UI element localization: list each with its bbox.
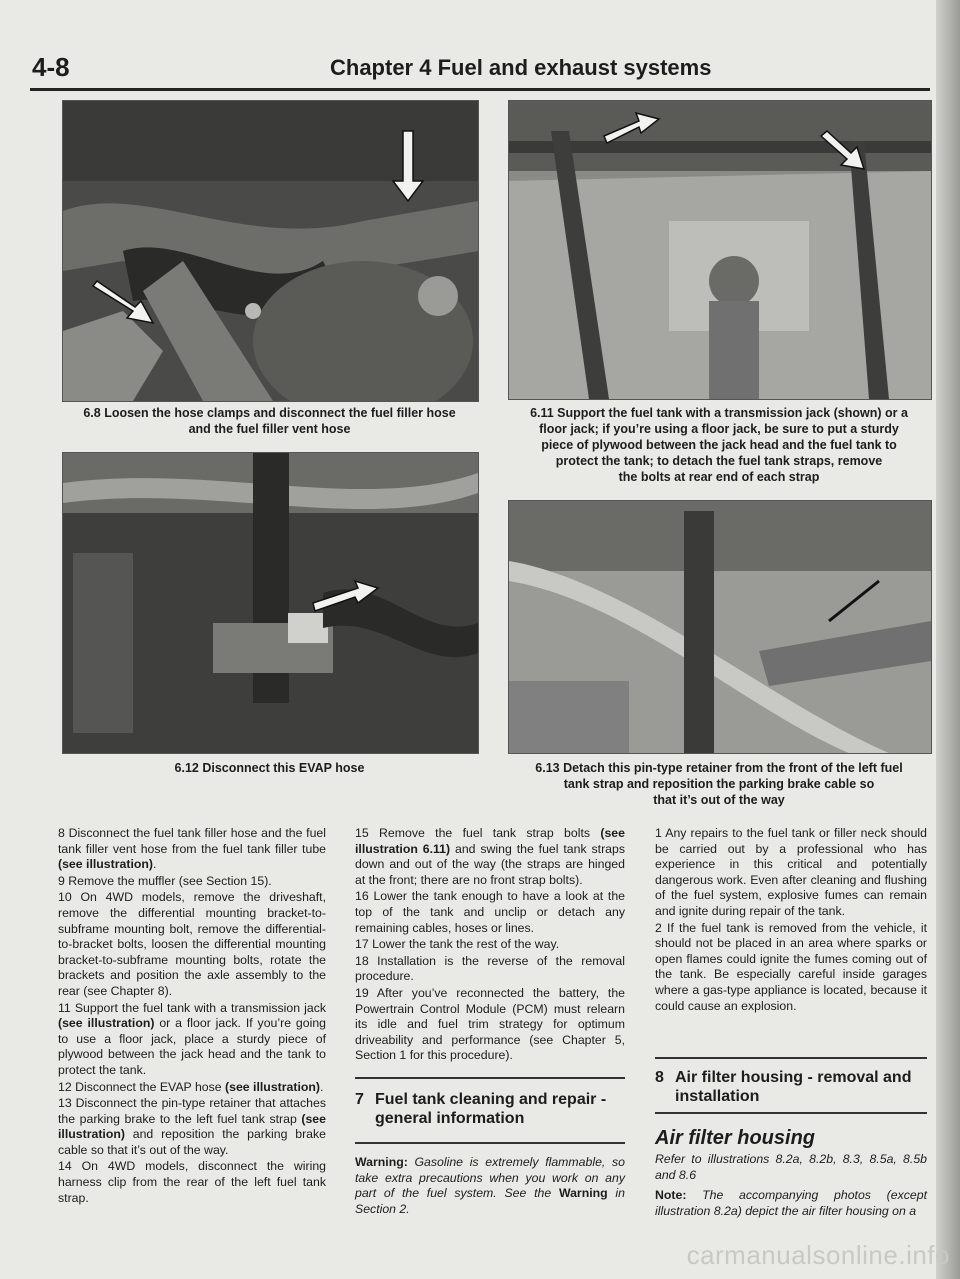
paragraph-13: 13 Disconnect the pin-type retainer that attaches the parking brake to the left fuel tank strap (see illustration) and reposition the parking brake cable so that it’s out of the way. bbox=[58, 1096, 326, 1157]
caption-line: floor jack; if you’re using a floor jack, be sure to put a sturdy bbox=[539, 422, 899, 436]
caption-line: 6.12 Disconnect this EVAP hose bbox=[174, 761, 365, 775]
caption-line: 6.13 Detach this pin-type retainer from the front of the left fuel bbox=[535, 761, 903, 775]
paragraph-15: 15 Remove the fuel tank strap bolts (see illustration 6.11) and swing the fuel tank straps down and out of the way (the straps are hinged at the front; there are no front strap bolts). bbox=[355, 826, 625, 887]
refer-line: Refer to illustrations 8.2a, 8.2b, 8.3, 8.5a, 8.5b and 8.6 bbox=[655, 1152, 927, 1182]
caption-6-13 bbox=[505, 760, 933, 808]
caption-line: tank strap and reposition the parking brake cable so bbox=[563, 777, 875, 791]
paragraph-16: 16 Lower the tank enough to have a look at the top of the tank and unclip or detach any remaining cables, hoses or lines. bbox=[355, 889, 625, 935]
text-column-3 bbox=[655, 826, 927, 1015]
caption-line: and the fuel filler vent hose bbox=[188, 422, 351, 436]
section-8-heading: 8 Air filter housing - removal and installation bbox=[655, 1069, 912, 1105]
caption-line: the bolts at rear end of each strap bbox=[618, 470, 820, 484]
caption-6-11 bbox=[505, 405, 933, 485]
page-edge-shadow bbox=[936, 0, 960, 1279]
section-7-heading: 7 Fuel tank cleaning and repair - general information bbox=[355, 1091, 607, 1127]
paragraph-19: 19 After you’ve reconnected the battery, the Powertrain Control Module (PCM) must relearn its idle and fuel trim strategy for optimum driveability and performance (see Chapter 5, Section 1 for this procedure). bbox=[355, 985, 625, 1063]
chapter-title: Chapter 4 Fuel and exhaust systems bbox=[330, 55, 712, 80]
paragraph-17: 17 Lower the tank the rest of the way. bbox=[355, 937, 560, 952]
note-block: Note: The accompanying photos (except illustration 8.2a) depict the air filter housing on a bbox=[655, 1188, 927, 1218]
paragraph-12: 12 Disconnect the EVAP hose (see illustration). bbox=[58, 1079, 324, 1094]
photo-6-12 bbox=[62, 452, 479, 754]
photo-6-11 bbox=[508, 100, 932, 400]
caption-line: 6.8 Loosen the hose clamps and disconnect the fuel filler hose bbox=[83, 406, 456, 420]
caption-6-12 bbox=[62, 760, 477, 776]
paragraph-18: 18 Installation is the reverse of the removal procedure. bbox=[355, 953, 625, 984]
section-8-bottom-rule bbox=[655, 1112, 927, 1114]
photo-6-8 bbox=[62, 100, 479, 402]
section-8-top-rule bbox=[655, 1057, 927, 1059]
text-column-2 bbox=[355, 826, 625, 1065]
section-7-bottom-rule bbox=[355, 1142, 625, 1144]
subsection-title: Air filter housing bbox=[655, 1127, 815, 1149]
caption-6-8 bbox=[62, 405, 477, 437]
warning-block: Warning: Gasoline is extremely flammable, so take extra precautions when you work on any part of the fuel system. See the Warning in Section 2. bbox=[355, 1155, 625, 1216]
page-number: 4-8 bbox=[32, 52, 70, 82]
paragraph-11: 11 Support the fuel tank with a transmission jack (see illustration) or a floor jack. If you’re going to use a floor jack, place a sturdy piece of plywood between the jack head and the tank to protect the tank. bbox=[58, 1000, 326, 1077]
paragraph-1: 1 Any repairs to the fuel tank or filler neck should be carried out by a professional who has experience in this critical and potentially dangerous work. Even after cleaning and flushing of the fuel system, explosive fumes can remain and ignite during repair of the tank. bbox=[655, 826, 927, 918]
header-rule bbox=[30, 88, 930, 91]
text-column-1 bbox=[58, 826, 326, 1207]
caption-line: that it’s out of the way bbox=[653, 793, 785, 807]
caption-line: piece of plywood between the jack head and the fuel tank to bbox=[541, 438, 897, 452]
photo-6-13 bbox=[508, 500, 932, 754]
paragraph-14: 14 On 4WD models, disconnect the wiring harness clip from the rear of the left fuel tank strap. bbox=[58, 1159, 326, 1205]
page-header bbox=[30, 48, 930, 88]
paragraph-8: 8 Disconnect the fuel tank filler hose and the fuel tank filler vent hose from the fuel tank filler tube (see illustration). bbox=[58, 826, 326, 872]
paragraph-2: 2 If the fuel tank is removed from the vehicle, it should not be placed in an area where sparks or open flames could ignite the fumes coming out of the tank. Be especially careful inside garages where a gas-type appliance is located, because it could cause an explosion. bbox=[655, 920, 927, 1013]
caption-line: protect the tank; to detach the fuel tank straps, remove bbox=[555, 454, 883, 468]
paragraph-10: 10 On 4WD models, remove the driveshaft, remove the differential mounting bracket-to-subframe mounting bolt, remove the differential-to-bracket bolts, loosen the differential mounting bracket-to-subframe mounting bolts, rotate the brackets and position the axle assembly to the rear (see Chapter 8). bbox=[58, 890, 326, 998]
watermark: carmanualsonline.info bbox=[686, 1240, 950, 1270]
paragraph-9: 9 Remove the muffler (see Section 15). bbox=[58, 873, 272, 888]
caption-line: 6.11 Support the fuel tank with a transmission jack (shown) or a bbox=[530, 406, 908, 420]
section-7-top-rule bbox=[355, 1077, 625, 1079]
